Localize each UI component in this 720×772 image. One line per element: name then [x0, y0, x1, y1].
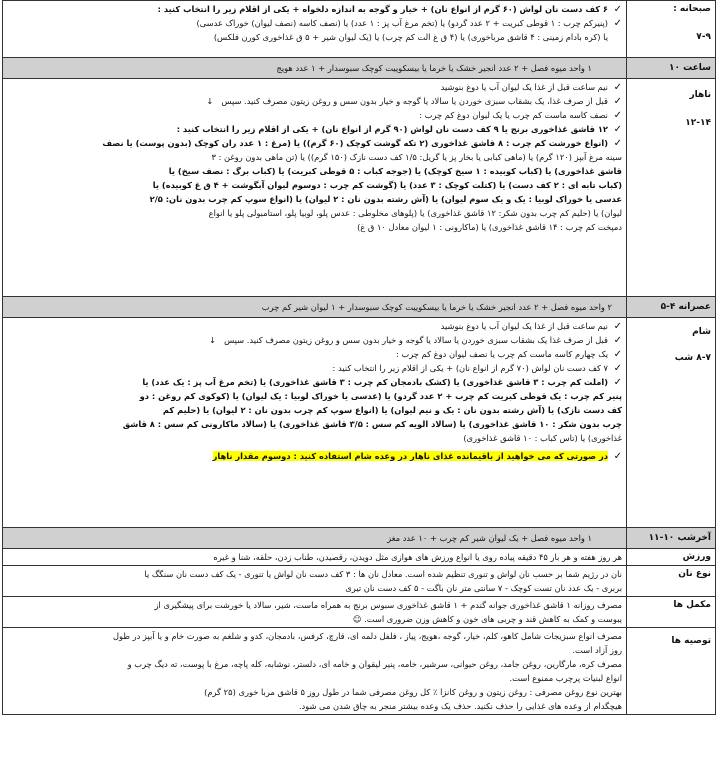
- lunch-row: [3, 79, 716, 297]
- lunch-line-1: ✓نیم ساعت قبل از غذا یک لیوان آب یا دوغ بنوشید: [440, 82, 622, 93]
- dinner-label: شام: [692, 327, 711, 337]
- breakfast-time: ۷-۹: [696, 32, 711, 42]
- breakfast-line-3: یا (کره بادام زمینی : ۴ قاشق مرباخوری) یا (۴ ق غ الت کم چرب) یا (یک لیوان شیر + ۵ ق غذاخوری کورن فلکس): [213, 32, 608, 42]
- diet-plan-document: [2, 0, 716, 770]
- snack3-row: [3, 528, 716, 549]
- lunch-line-6: سینه مرغ آبپز (۱۲۰ گرم) یا (ماهی کبابی یا بخار پز یا گریل: ۱/۵ کف دست نازک (۱۵۰ گرم)) یا (تن ماهی بدون روغن : ۳: [211, 152, 622, 162]
- exercise-row: [3, 549, 716, 566]
- dinner-line-8: چرب بدون شکر : ۱۰ قاشق غذاخوری) یا (سالاد الویه کم سس : ۳/۵ قاشق غذاخوری) یا (سالاد ماکارونی کم سس : ۸ قاشق: [122, 419, 622, 429]
- snack2-label: عصرانه ۴-۵: [627, 297, 716, 318]
- lunch-line-5: ✓(انواع خورشت کم چرب : ۸ قاشق غذاخوری (۲ تکه گوشت کوچک (۶۰ گرم)) یا (مرغ : ۱ عدد ران کوچک (بدون پوست) یا نصف: [102, 138, 622, 149]
- dinner-label-cell: [627, 318, 716, 528]
- tips-row: [3, 628, 716, 715]
- snack1-row: [3, 58, 716, 79]
- exercise-label: ورزش: [627, 549, 716, 566]
- bread-content: نان در رژیم شما بر حسب نان لواش و تنوری تنظیم شده است. معادل نان ها : ۳ کف دست نان لواش یا تنوری - یک کف دست نان سنگگ یا بربری - یک عدد نان تست کوچک - ۷ سانتی متر نان باگت - ۵ کف دست نان تیری: [3, 566, 627, 597]
- dinner-note: ✓در صورتی که می خواهید از باقیمانده غذای ناهار در وعده شام استفاده کنید : دوسوم مقدار ناهار: [212, 451, 622, 462]
- dinner-time: ۸-۷ شب: [674, 353, 711, 363]
- supplements-content: مصرف روزانه ۱ قاشق غذاخوری جوانه گندم + ۱ قاشق غذاخوری سبوس برنج به همراه ماست، شیر، سالاد یا خورشت برای پیشگیری از یبوست و کمک به کاهش قند و چربی های خون و کاهش وزن ضروری است. ☺: [3, 597, 627, 628]
- bread-row: [3, 566, 716, 597]
- checkbox-icon: ✓: [613, 363, 622, 374]
- checkbox-icon: ✓: [613, 349, 622, 360]
- lunch-time: ۱۲-۱۴: [685, 118, 711, 128]
- lunch-line-7: قاشق غذاخوری) یا (کباب کوبیده : ۱ سیخ کوچک) یا (جوجه کباب : ۵ قوطی کبریت) یا (کباب برگ : نصف سیخ) یا: [168, 166, 622, 176]
- checkbox-icon: ✓: [613, 138, 622, 149]
- dinner-content: [3, 318, 627, 528]
- lunch-line-4: ✓۱۲ قاشق غذاخوری برنج یا ۹ کف دست نان لواش (۹۰ گرم از انواع نان) + یکی از اقلام زیر را انتخاب کنید :: [176, 124, 622, 135]
- checkbox-icon: ✓: [613, 377, 622, 388]
- snack3-label: آخرشب ۱۰-۱۱: [627, 528, 716, 549]
- checkbox-icon: ✓: [613, 124, 622, 135]
- snack3-content: ۱ واحد میوه فصل + یک لیوان شیر کم چرب + ۱۰ عدد مغز: [3, 528, 627, 549]
- lunch-line-10: لیوان) یا (حلیم کم چرب بدون شکر: ۱۲ قاشق غذاخوری) یا (پلوهای مخلوطی : عدس پلو، لوبیا پلو، استامبولی پلو یا انواع: [208, 208, 622, 218]
- lunch-line-11: دمپخت کم چرب : ۱۴ قاشق غذاخوری) یا (ماکارونی : ۱ لیوان معادل ۱۰ ق غ): [357, 222, 622, 232]
- snack1-label: ساعت ۱۰: [627, 58, 716, 79]
- dinner-row: [3, 318, 716, 528]
- lunch-line-2: ✓قبل از صرف غذا، یک بشقاب سبزی خوردن یا سالاد یا گوجه و خیار بدون سس و روغن زیتون مصرف کنید. سپس↓: [206, 96, 622, 107]
- dinner-line-4: ✓۷ کف دست نان لواش (۷۰ گرم از انواع نان) + یکی از اقلام زیر را انتخاب کنید :: [332, 363, 622, 374]
- snack2-content: ۲ واحد میوه فصل + ۲ عدد انجیر خشک یا خرما یا بیسکوییت کوچک سبوسدار + ۱ لیوان شیر کم چرب: [3, 297, 627, 318]
- snack2-row: [3, 297, 716, 318]
- lunch-line-9: عدسی یا خوراک لوبیا : یک و یک سوم لیوان) یا (آش رشته بدون نان : ۲ لیوان) یا (انواع سوپ کم چرب بدون نان: ۲/۵: [149, 194, 622, 204]
- down-arrow-icon: ↓: [206, 96, 214, 106]
- tips-label: توصیه ها: [627, 628, 716, 715]
- checkbox-icon: ✓: [613, 321, 622, 332]
- snack1-content: ۱ واحد میوه فصل + ۲ عدد انجیر خشک یا خرما یا بیسکوییت کوچک سبوسدار + ۱ عدد هویج: [3, 58, 627, 79]
- breakfast-line-2: ✓(پنیرکم چرب : ۱ قوطی کبریت + ۲ عدد گردو) یا (تخم مرغ آب پز : ۱ عدد) یا (نصف کاسه (نصف لیوان) خوراک عدسی): [196, 18, 622, 29]
- dinner-line-9: غذاخوری) یا (تاس کباب : ۱۰ قاشق غذاخوری): [463, 433, 622, 443]
- lunch-content: [3, 79, 627, 297]
- tips-content: مصرف انواع سبزیجات شامل کاهو، کلم، خیار، گوجه ،هویج، پیاز ، فلفل دلمه ای، قارچ، کرفس، بادمجان، کدو و شلغم به صورت خام و یا آبپز در طول روز آزاد است. مصرف کره، مارگارین، روغن جامد، روغن حیوانی، سرشیر، خامه، پنیر لیقوان و خامه ای، دلستر، نوشابه، کله پاچه، مرغ با پوست، ته دیگ چرب و انواع لبنیات پرچرب ممنوع است. بهترین نوع روغن مصرفی : روغن زیتون و روغن کانزا ٪ کل روغن مصرفی شما در طول روز ۵ قاشق مربا خوری (۲۵ گرم) هیچگدام از وعده های غذایی را حذف نکنید. حذف یک وعده بیشتر منجر به چاق شدن می شود.: [3, 628, 627, 715]
- checkbox-icon: ✓: [613, 82, 622, 93]
- dinner-line-1: ✓نیم ساعت قبل از غذا یک لیوان آب یا دوغ بنوشید: [440, 321, 622, 332]
- breakfast-line-1: ✓۶ کف دست نان لواش (۶۰ گرم از انواع نان) + خیار و گوجه به اندازه دلخواه + یکی از اقلام زیر را انتخاب کنید :: [157, 4, 622, 15]
- breakfast-row: [3, 1, 716, 58]
- checkbox-icon: ✓: [613, 451, 622, 462]
- supplements-label: مکمل ها: [627, 597, 716, 628]
- lunch-label-cell: [627, 79, 716, 297]
- dinner-line-3: ✓یک چهارم کاسه ماست کم چرب یا نصف لیوان دوغ کم چرب :: [395, 349, 622, 360]
- lunch-label: ناهار: [689, 90, 711, 100]
- checkbox-icon: ✓: [613, 110, 622, 121]
- checkbox-icon: ✓: [613, 335, 622, 346]
- breakfast-label: صبحانه :: [673, 4, 711, 14]
- breakfast-content: [3, 1, 627, 58]
- bread-label: نوع نان: [627, 566, 716, 597]
- dinner-line-6: پنیر کم چرب : یک قوطی کبریت کم چرب + ۲ عدد گردو) یا (عدسی یا خوراک لوبیا : یک لیوان) یا (کوکوی کم روغن : دو: [139, 391, 622, 401]
- exercise-content: هر روز هفته و هر بار ۴۵ دقیقه پیاده روی یا انواع ورزش های هوازی مثل دویدن، رقصیدن، طناب زدن، حلقه، شنا و غیره: [3, 549, 627, 566]
- dinner-line-2: ✓قبل از صرف غذا یک بشقاب سبزی خوردن یا سالاد یا گوجه و خیار بدون سس و روغن زیتون مصرف کنید. سپس↓: [209, 335, 622, 346]
- breakfast-label-cell: [627, 1, 716, 58]
- down-arrow-icon: ↓: [209, 335, 217, 345]
- lunch-line-8: (کباب تابه ای : ۲ کف دست) یا (کتلت کوچک : ۳ عدد) یا (گوشت کم چرب : دوسوم لیوان آبگوشت + ۴ ق غ کوبیده) یا: [152, 180, 622, 190]
- dinner-line-5: ✓(املت کم چرب : ۳ قاشق غذاخوری) یا (کشک بادمجان کم چرب : ۳ قاشق غذاخوری) یا (تخم مرغ آب پز : یک عدد) یا: [142, 377, 622, 388]
- checkbox-icon: ✓: [613, 4, 622, 15]
- checkbox-icon: ✓: [613, 18, 622, 29]
- checkbox-icon: ✓: [613, 96, 622, 107]
- diet-table: [2, 0, 716, 715]
- dinner-line-7: کف دست نازک) یا (آش رشته بدون نان : یک و نیم لیوان) یا (انواع سوپ کم چرب بدون نان : ۲ لیوان) یا (حلیم کم: [162, 405, 622, 415]
- lunch-line-3: ✓نصف کاسه ماست کم چرب یا یک لیوان دوغ کم چرب :: [419, 110, 622, 121]
- supplements-row: [3, 597, 716, 628]
